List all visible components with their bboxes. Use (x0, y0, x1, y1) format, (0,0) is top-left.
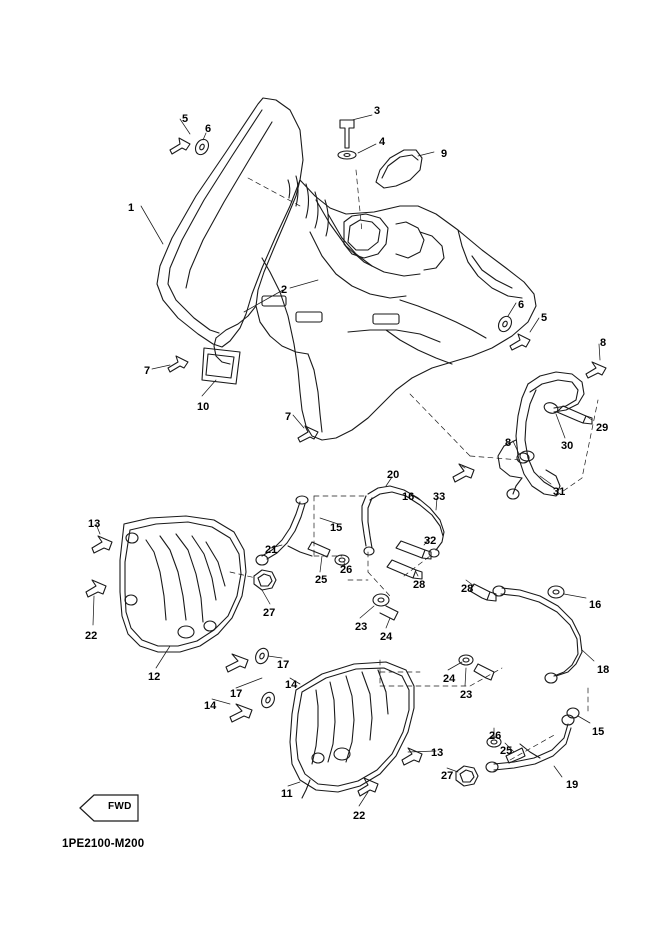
callout-number-28: 28 (461, 583, 474, 595)
bolt-part14-lower (230, 704, 252, 722)
bolt-part22-left (86, 580, 106, 597)
callout-number-3: 3 (374, 105, 381, 117)
callout-number-26: 26 (489, 730, 502, 742)
bolt-part3 (340, 120, 354, 148)
callout-number-31: 31 (553, 486, 566, 498)
grab-bar-bracket-part31 (498, 372, 584, 499)
callout-number-15: 15 (592, 726, 605, 738)
callout-number-28: 28 (413, 579, 426, 591)
callout-number-16: 16 (589, 599, 602, 611)
callout-number-7: 7 (285, 411, 292, 423)
callout-number-9: 9 (441, 148, 448, 160)
callout-number-26: 26 (340, 564, 353, 576)
callout-number-33: 33 (433, 491, 446, 503)
callout-number-16: 16 (402, 491, 415, 503)
callout-number-10: 10 (197, 401, 210, 413)
callout-number-22: 22 (85, 630, 98, 642)
callout-number-27: 27 (441, 770, 454, 782)
bolt-part24-right (474, 664, 494, 680)
nut-part23-right (459, 655, 473, 665)
callout-number-1: 1 (128, 202, 135, 214)
callout-number-25: 25 (315, 574, 328, 586)
callout-number-11: 11 (281, 788, 293, 800)
nut-part16-right (548, 586, 564, 598)
bolt-part28-left (387, 560, 422, 579)
clip-part27-left (254, 570, 276, 590)
callout-number-8: 8 (600, 337, 607, 349)
callout-number-23: 23 (460, 689, 473, 701)
callout-number-12: 12 (148, 671, 161, 683)
callout-number-13: 13 (431, 747, 444, 759)
mud-guard-part12 (120, 516, 246, 652)
plate-part10 (202, 348, 240, 384)
bolt-part25-left (308, 542, 330, 557)
bolt-part29 (557, 406, 592, 424)
callout-number-15: 15 (330, 522, 343, 534)
callout-number-32: 32 (424, 535, 437, 547)
callout-number-18: 18 (597, 664, 610, 676)
callout-number-17: 17 (277, 659, 290, 671)
rear-fender-main-body (214, 180, 536, 440)
bolt-part23-24-center (373, 594, 398, 620)
bolt-part5-left (170, 138, 190, 154)
bolt-part14-left (226, 654, 248, 672)
washer-part6-left (193, 137, 211, 157)
mud-guard-part11 (290, 662, 414, 798)
callout-number-23: 23 (355, 621, 368, 633)
callout-number-21: 21 (265, 544, 278, 556)
callout-number-22: 22 (353, 810, 366, 822)
rod-part19 (486, 715, 574, 772)
callout-number-8: 8 (505, 437, 512, 449)
fwd-label: FWD (108, 801, 132, 812)
bolt-part8-upper-right (586, 362, 606, 378)
washer-part4 (338, 151, 356, 159)
callout-number-5: 5 (182, 113, 189, 125)
callout-number-7: 7 (144, 365, 151, 377)
bolt-part13-lower (402, 748, 422, 765)
callout-number-14: 14 (285, 679, 298, 691)
washer-part6-right (496, 314, 514, 334)
callout-number-24: 24 (443, 673, 456, 685)
callout-number-2: 2 (281, 284, 288, 296)
callout-number-27: 27 (263, 607, 276, 619)
callout-number-4: 4 (379, 136, 386, 148)
bolt-part7-left (168, 356, 188, 372)
callout-number-20: 20 (387, 469, 400, 481)
tail-cap-part9 (376, 150, 422, 188)
callout-number-5: 5 (541, 312, 548, 324)
bolt-part5-right (510, 334, 530, 350)
callout-number-14: 14 (204, 700, 217, 712)
callout-number-30: 30 (561, 440, 574, 452)
callout-number-6: 6 (205, 123, 212, 135)
callout-number-13: 13 (88, 518, 101, 530)
bolt-part28-right (470, 584, 496, 601)
callout-number-25: 25 (500, 745, 513, 757)
rod-part18 (493, 586, 582, 683)
callout-number-6: 6 (518, 299, 525, 311)
rear-fender-left-panel (157, 98, 328, 347)
part-code-label: 1PE2100-M200 (62, 838, 145, 850)
clip-part27-right (456, 766, 478, 786)
assembly-guide-lines (230, 170, 598, 760)
washer-part17-lower (259, 690, 277, 710)
callout-number-19: 19 (566, 779, 579, 791)
callout-number-29: 29 (596, 422, 609, 434)
bolt-part13-left (92, 536, 112, 553)
callout-number-17: 17 (230, 688, 243, 700)
callout-number-24: 24 (380, 631, 393, 643)
